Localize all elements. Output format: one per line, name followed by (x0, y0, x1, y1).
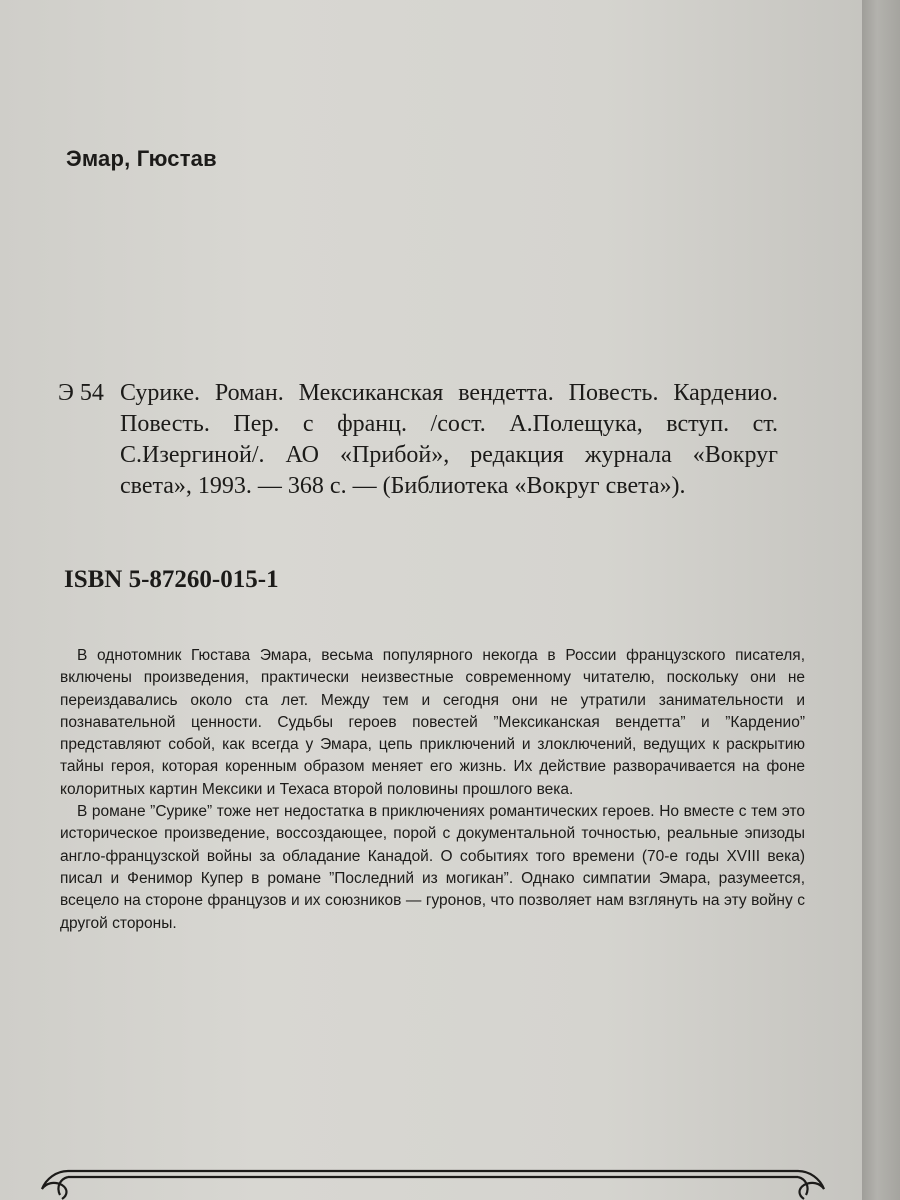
author-name: Эмар, Гюстав (66, 146, 217, 171)
catalog-description: Сурике. Роман. Мексиканская вендетта. Повесть. Карденио. Повесть. Пер. с франц. /сост. А.Полещука, вступ. ст. С.Изергиной/. АО «Прибой», редакция журнала «Вокруг света», 1993. — 368 с. — (Библиотека «Вокруг света»). (120, 380, 778, 499)
catalog-code: Э 54 (58, 380, 104, 406)
catalog-entry (58, 378, 778, 502)
isbn: ISBN 5-87260-015-1 (64, 566, 279, 593)
page-edge (862, 0, 900, 1200)
annotation-paragraph: В романе ”Сурике” тоже нет недостатка в приключениях романтических героев. Но вместе с тем это историческое произведение, воссоздающее, порой с документальной точностью, реальные эпизоды англо-французской войны за обладание Канадой. О событиях того времени (70-е годы XVIII века) писал и Фенимор Купер в романе ”Последний из могикан”. Однако симпатии Эмара, разумеется, всецело на стороне французов и их союзников — гуронов, что позволяет нам взглянуть на эту войну с другой стороны. (60, 803, 805, 932)
annotation-paragraph: В однотомник Гюстава Эмара, весьма популярного некогда в России французского писателя, включены произведения, практически неизвестные современному читателю, поскольку они не переиздавались около ста лет. Между тем и сегодня они не утратили занимательности и познавательной ценности. Судьбы героев повестей ”Мексиканская вендетта” и ”Карденио” представляют собой, как всегда у Эмара, цепь приключений и злоключений, ведущих к раскрытию тайны героя, которая коренным образом меняет его жизнь. Их действие разворачивается на фоне колоритных картин Мексики и Техаса второй половины прошлого века. (60, 647, 805, 798)
ornamental-border (38, 1165, 828, 1200)
annotation (60, 645, 805, 935)
